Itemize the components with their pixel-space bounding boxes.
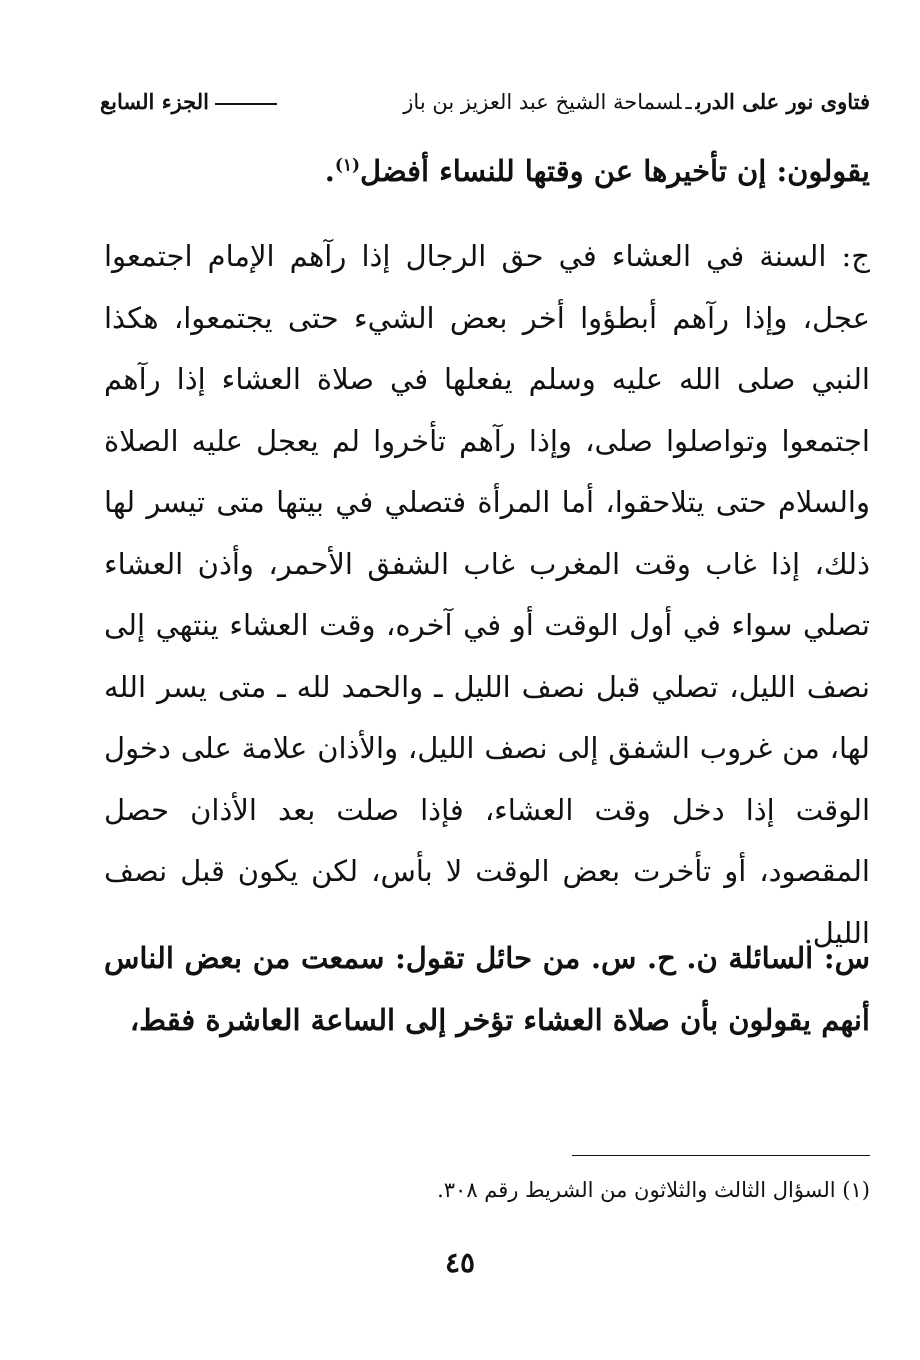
answer-text: السنة في العشاء في حق الرجال إذا رآهم الإمام اجتمعوا عجل، وإذا رآهم أبطؤوا أخر بعض الشيء حتى يجتمعوا، هكذا النبي صلى الله عليه وسلم يفعلها في صلاة العشاء إذا رآهم اجتمعوا وتواصلوا صلى، وإذا رآهم تأخروا لم يعجل عليه الصلاة والسلام حتى يتلاحقوا، أما المرأة فتصلي في بيتها متى تيسر لها ذلك، إذا غاب وقت المغرب غاب الشفق الأحمر، وأذن العشاء تصلي سواء في أول الوقت أو في آخره، وقت العشاء ينتهي إلى نصف الليل، تصلي قبل نصف الليل ـ والحمد لله ـ متى يسر الله لها، من غروب الشفق إلى نصف الليل، والأذان علامة على دخول الوقت إذا دخل وقت العشاء، فإذا صلت بعد الأذان حصل المقصود، أو تأخرت بعض الوقت لا بأس، لكن يكون قبل نصف الليل.	[104, 239, 870, 950]
footnote: (١) السؤال الثالث والثلاثون من الشريط رقم ٣٠٨.	[437, 1178, 870, 1202]
continuation-text: يقولون: إن تأخيرها عن وقتها للنساء أفضل	[360, 154, 870, 188]
book-title: فتاوى نور على الدرب	[695, 88, 870, 114]
volume-label: الجزء السابع	[100, 88, 209, 114]
running-header	[100, 86, 870, 116]
header-volume-group	[100, 89, 285, 114]
continuation-line	[104, 141, 870, 203]
header-separator: ـ	[685, 89, 692, 114]
question-paragraph	[104, 928, 870, 1051]
footnote-marker: (١)	[334, 155, 361, 176]
continuation-end: .	[324, 154, 335, 188]
question-label: س:	[823, 941, 870, 975]
author-name: لسماحة الشيخ عبد العزيز بن باز	[403, 89, 682, 114]
header-rule	[215, 103, 277, 105]
answer-label: ج:	[841, 239, 871, 273]
answer-paragraph	[104, 226, 870, 964]
footnote-divider	[572, 1155, 870, 1156]
page-number: ٤٥	[444, 1246, 476, 1279]
header-title-group	[403, 89, 870, 114]
question-text: السائلة ن. ح. س. من حائل تقول: سمعت من بعض الناس أنهم يقولون بأن صلاة العشاء تؤخر إلى الساعة العاشرة فقط،	[104, 941, 870, 1037]
